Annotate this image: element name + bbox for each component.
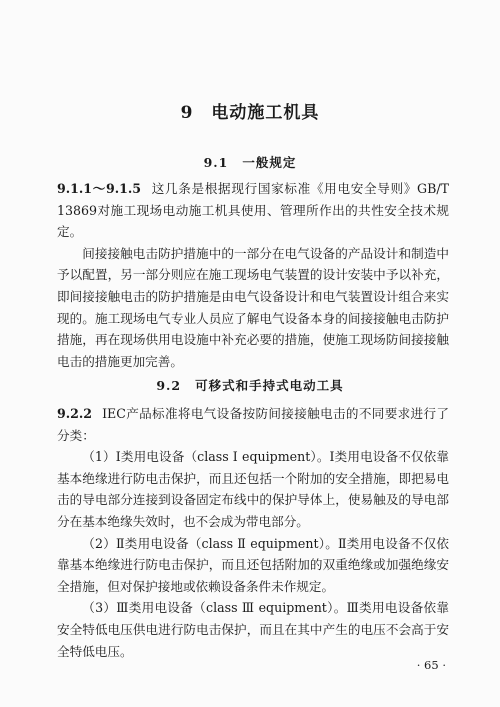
section-title-text: 可移式和手持式电动工具 [195, 378, 344, 393]
section-heading-9-2 [0, 376, 500, 394]
paragraph-text: IEC产品标准将电气设备按防间接接触电击的不同要求进行了分类： [57, 406, 449, 443]
page-number: · 65 · [416, 658, 446, 672]
body-paragraph: 间接接触电击防护措施中的一部分在电气设备的产品设计和制造中予以配置，另一部分则应在施工现场电气装置的设计安装中予以补充，即间接接触电击的防护措施是由电气设备设计和电气装置设计组合来实现的。施工现场电气专业人员应了解电气设备本身的间接接触电击防护措施，再在现场供用电设施中补充必要的措施，使施工现场防间接接触电击的措施更加完善。 [57, 245, 449, 369]
list-item-class-3: （3）Ⅲ类用电设备（class Ⅲ equipment）。Ⅲ类用电设备依靠安全特低电压供电进行防电击保护，而且在其中产生的电压不会高于安全特低电压。 [57, 600, 449, 659]
chapter-title [0, 98, 500, 123]
section-title-text: 一般规定 [242, 155, 297, 170]
clause-paragraph [57, 178, 449, 243]
chapter-title-text: 电动施工机具 [211, 103, 320, 123]
clause-paragraph [57, 403, 449, 446]
section-number: 9.1 [203, 155, 229, 170]
list-item-class-1: （1）Ⅰ类用电设备（class Ⅰ equipment）。Ⅰ类用电设备不仅依靠基本绝缘进行防电击保护，而且还包括一个附加的安全措施，即把易电击的导电部分连接到设备固定布线中的保护导体上，使易触及的导电部分在基本绝缘失效时，也不会成为带电部分。 [57, 449, 449, 529]
section-heading-9-1 [0, 153, 500, 171]
section-number: 9.2 [156, 378, 182, 393]
clause-number: 9.2.2 [57, 406, 93, 421]
clause-number: 9.1.1～9.1.5 [57, 181, 142, 196]
section-9-2-body [57, 403, 449, 662]
paragraph-text: 这几条是根据现行国家标准《用电安全导则》GB/T 13869对施工现场电动施工机具使用、管理所作出的共性安全技术规定。 [57, 181, 449, 240]
list-item-class-2: （2）Ⅱ类用电设备（class Ⅱ equipment）。Ⅱ类用电设备不仅依靠基本绝缘进行防电击保护，而且还包括附加的双重绝缘或加强绝缘安全措施，但对保护接地或依赖设备条件未作规定。 [57, 535, 449, 594]
chapter-number: 9 [180, 103, 194, 123]
section-9-1-body [57, 178, 449, 372]
